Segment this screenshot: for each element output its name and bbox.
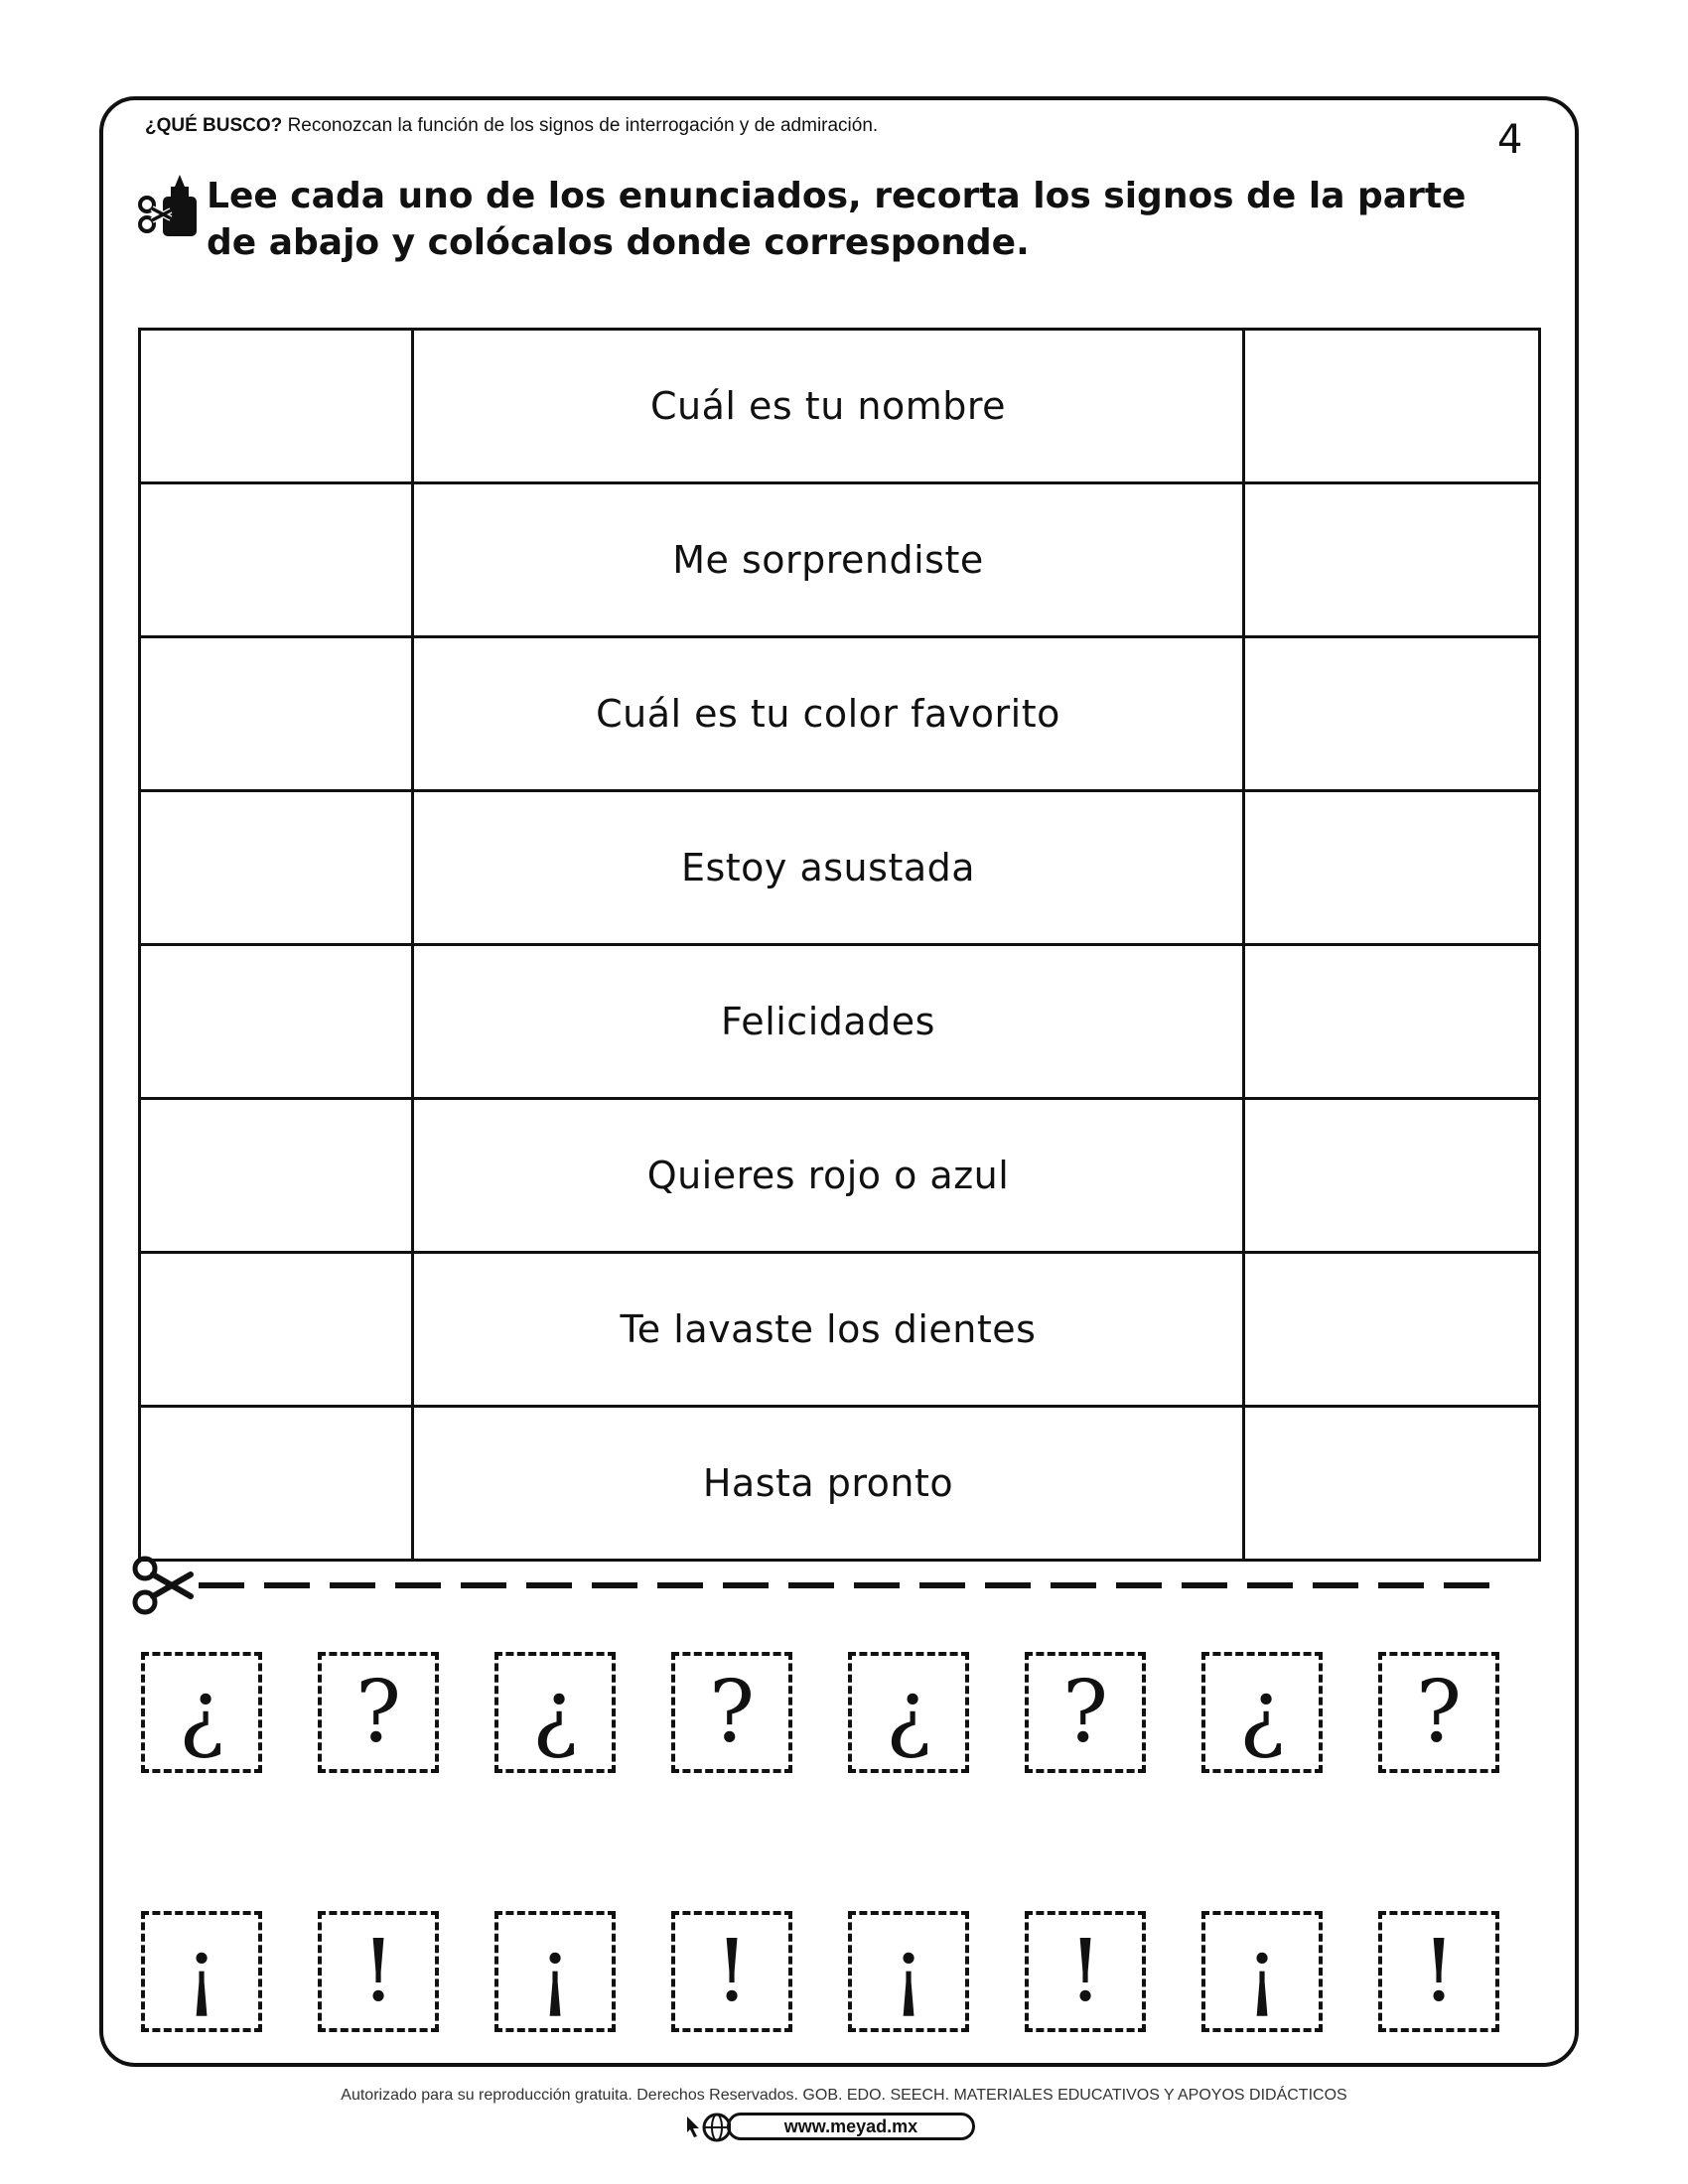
cut-line	[131, 1555, 1501, 1618]
scissors-icon	[135, 1559, 191, 1612]
sentence-cell: Me sorprendiste	[413, 483, 1244, 637]
table-row	[140, 945, 1540, 1099]
question-mark-glyph: ?	[1415, 1663, 1463, 1762]
left-sign-slot[interactable]	[140, 791, 413, 945]
table-row	[140, 483, 1540, 637]
right-sign-slot[interactable]	[1244, 637, 1540, 791]
exclamation-mark-glyph: !	[1067, 1922, 1103, 2021]
header-label: ¿QUÉ BUSCO?	[145, 115, 283, 136]
table-row	[140, 637, 1540, 791]
question-mark-card[interactable]	[318, 1652, 439, 1773]
left-sign-slot[interactable]	[140, 1099, 413, 1253]
footer-url[interactable]: www.meyad.mx	[727, 2113, 975, 2140]
question-mark-card[interactable]	[1025, 1652, 1146, 1773]
table-row	[140, 1407, 1540, 1561]
exclamation-mark-card[interactable]	[848, 1911, 969, 2032]
exclamation-mark-card[interactable]	[141, 1911, 262, 2032]
question-mark-card[interactable]	[141, 1652, 262, 1773]
question-mark-card[interactable]	[671, 1652, 792, 1773]
exclamation-mark-glyph: ¡	[891, 1922, 926, 2021]
question-mark-glyph: ¿	[178, 1663, 225, 1762]
exclamation-mark-glyph: ¡	[184, 1922, 219, 2021]
question-mark-glyph: ?	[354, 1663, 402, 1762]
exclamation-mark-card[interactable]	[671, 1911, 792, 2032]
left-sign-slot[interactable]	[140, 483, 413, 637]
question-mark-card[interactable]	[494, 1652, 616, 1773]
sentence-cell: Felicidades	[413, 945, 1244, 1099]
question-mark-card[interactable]	[1378, 1652, 1499, 1773]
sentence-cell: Hasta pronto	[413, 1407, 1244, 1561]
sentence-cell: Cuál es tu color favorito	[413, 637, 1244, 791]
left-sign-slot[interactable]	[140, 1253, 413, 1407]
question-mark-card[interactable]	[848, 1652, 969, 1773]
right-sign-slot[interactable]	[1244, 1407, 1540, 1561]
question-mark-card[interactable]	[1201, 1652, 1323, 1773]
exclamation-mark-glyph: ¡	[537, 1922, 573, 2021]
scissors-glue-icon	[137, 175, 203, 238]
header-text: Reconozcan la función de los signos de interrogación y de admiración.	[287, 115, 879, 136]
page-number: 4	[1497, 117, 1523, 163]
footer-text: Autorizado para su reproducción gratuita. Derechos Reservados. GOB. EDO. SEECH. MATERIALES EDUCATIVOS Y APOYOS DIDÁCTICOS	[341, 2087, 1347, 2104]
question-mark-glyph: ¿	[531, 1663, 579, 1762]
question-mark-glyph: ¿	[1238, 1663, 1286, 1762]
exclamation-mark-card[interactable]	[1025, 1911, 1146, 2032]
left-sign-slot[interactable]	[140, 330, 413, 483]
sentence-cell: Te lavaste los dientes	[413, 1253, 1244, 1407]
exclamation-mark-glyph: ¡	[1244, 1922, 1280, 2021]
exclamation-mark-glyph: !	[714, 1922, 750, 2021]
left-sign-slot[interactable]	[140, 945, 413, 1099]
right-sign-slot[interactable]	[1244, 791, 1540, 945]
right-sign-slot[interactable]	[1244, 330, 1540, 483]
left-sign-slot[interactable]	[140, 637, 413, 791]
header-line	[145, 115, 878, 137]
exclamation-mark-glyph: !	[360, 1922, 396, 2021]
exclamation-mark-card[interactable]	[1378, 1911, 1499, 2032]
question-mark-glyph: ¿	[885, 1663, 932, 1762]
right-sign-slot[interactable]	[1244, 1099, 1540, 1253]
right-sign-slot[interactable]	[1244, 945, 1540, 1099]
right-sign-slot[interactable]	[1244, 483, 1540, 637]
table-row	[140, 330, 1540, 483]
globe-cursor-icon	[685, 2111, 731, 2144]
sentence-cell: Estoy asustada	[413, 791, 1244, 945]
sentences-table	[138, 328, 1541, 1562]
question-mark-glyph: ?	[708, 1663, 756, 1762]
table-row	[140, 1099, 1540, 1253]
table-row	[140, 1253, 1540, 1407]
exclamation-mark-card[interactable]	[1201, 1911, 1323, 2032]
exclamation-mark-card[interactable]	[318, 1911, 439, 2032]
exclamation-mark-card[interactable]	[494, 1911, 616, 2032]
left-sign-slot[interactable]	[140, 1407, 413, 1561]
exclamation-mark-glyph: !	[1421, 1922, 1457, 2021]
right-sign-slot[interactable]	[1244, 1253, 1540, 1407]
table-row	[140, 791, 1540, 945]
sentence-cell: Cuál es tu nombre	[413, 330, 1244, 483]
footer-url-block	[685, 2111, 993, 2144]
question-mark-glyph: ?	[1061, 1663, 1109, 1762]
instruction-text: Lee cada uno de los enunciados, recorta los signos de la parte de abajo y colócalos donde corresponde.	[207, 176, 1467, 263]
sentence-cell: Quieres rojo o azul	[413, 1099, 1244, 1253]
